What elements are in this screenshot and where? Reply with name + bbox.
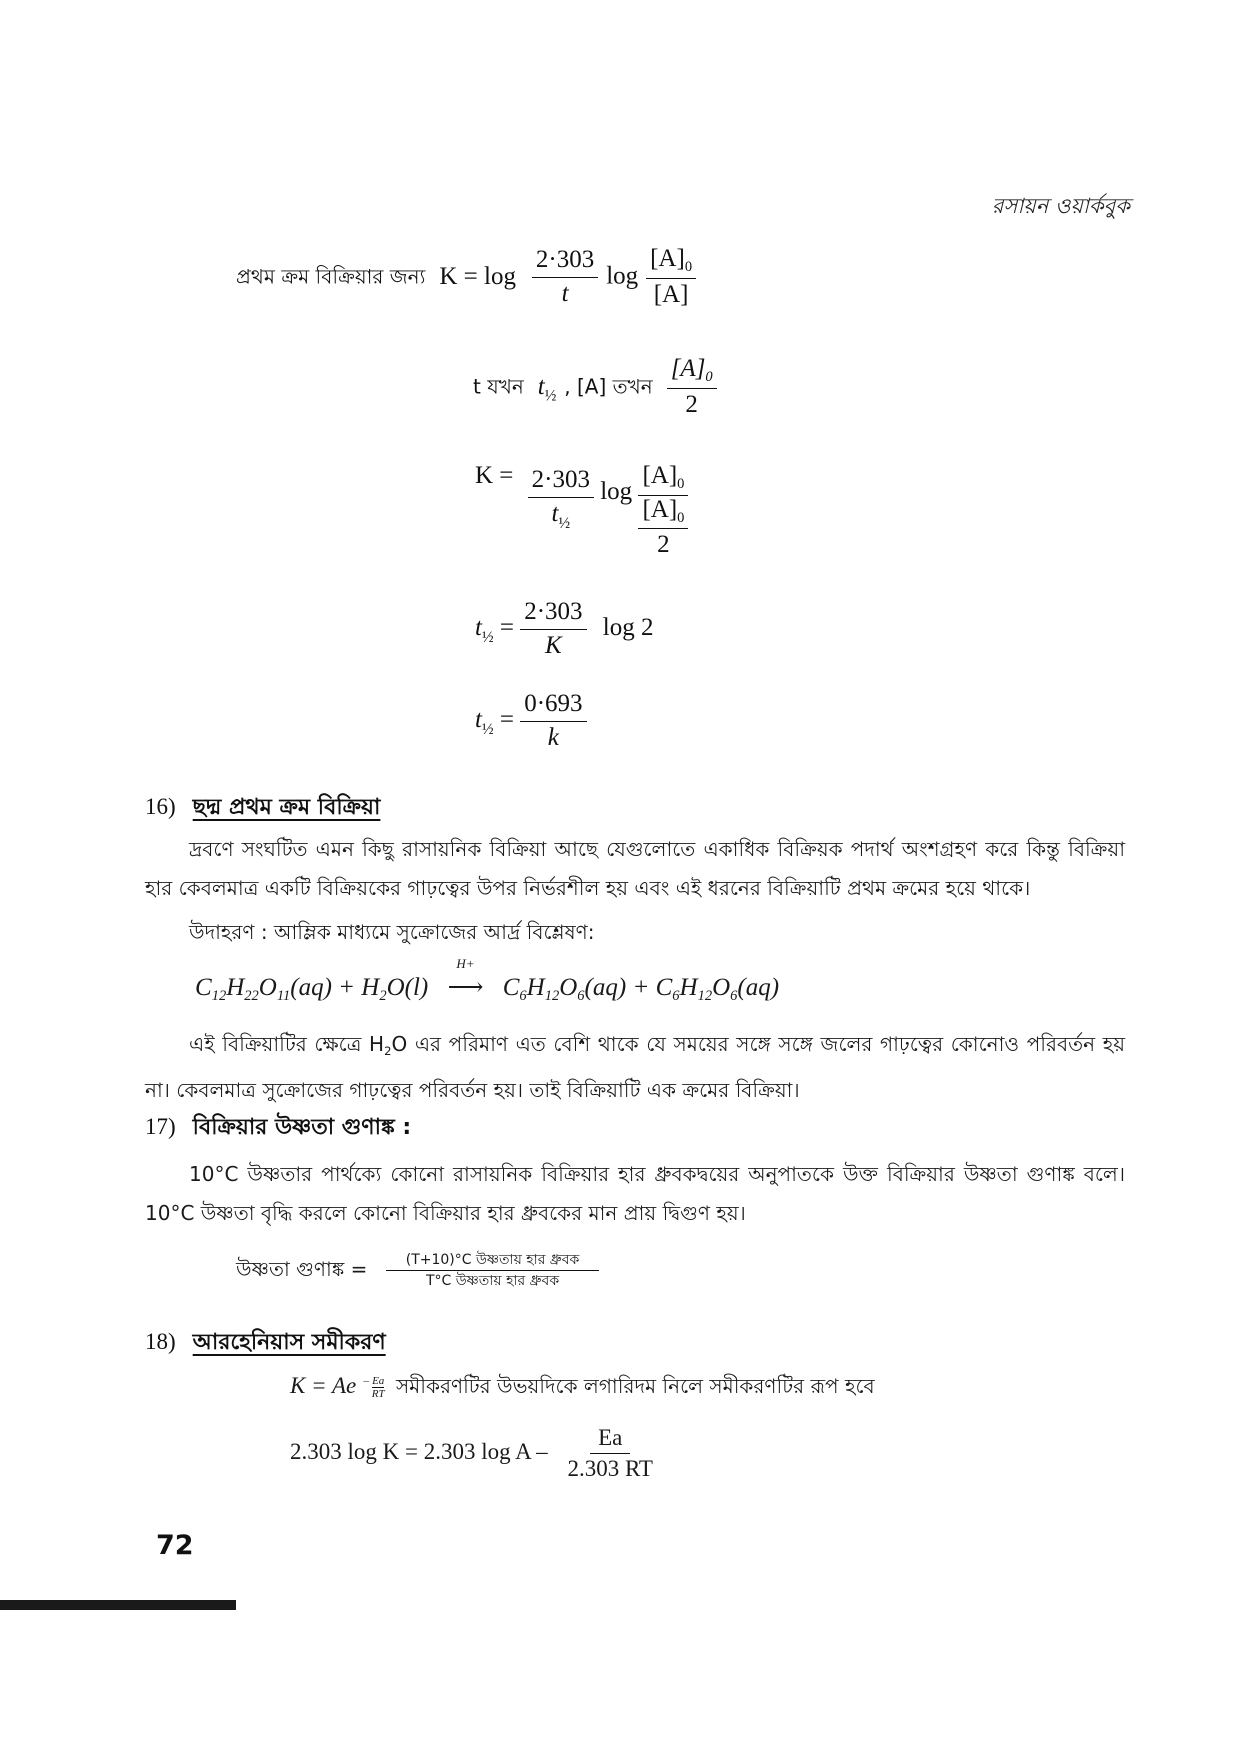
numerator: (T+10)°C উষ্ণতায় হার ধ্রুবক: [386, 1252, 600, 1271]
section-title: আরহেনিয়াস সমীকরণ: [192, 1330, 386, 1355]
equals-sign: =: [499, 705, 514, 733]
equation-lhs: K = log: [439, 262, 516, 290]
subscript: 0: [705, 369, 713, 386]
paragraph-text-a: এই বিক্রিয়াটির ক্ষেত্রে H: [189, 1032, 385, 1056]
numerator: Ea: [590, 1425, 630, 1454]
fraction: [520, 598, 586, 661]
equation-explanation: সমীকরণটির উভয়দিকে লগারিদম নিলে সমীকরণটির রূপ হবে: [395, 1374, 875, 1398]
fraction: [563, 1425, 657, 1483]
section-heading-16: [145, 790, 380, 827]
reaction-products: $C_6H_{12}O_6(aq) + C_6H_{12}O_6(aq)$: [502, 974, 780, 1005]
equation-k-half: [475, 462, 688, 560]
paragraph-text: দ্রবণে সংঘটিত এমন কিছু রাসায়নিক বিক্রিয়া আছে যেগুলোতে একাধিক বিক্রিয়ক পদার্থ অংশগ্রহণ করে কিন্তু বিক্রিয়া হার কেবলমাত্র একটি বিক্রিয়কের গাঢ়ত্বের উপর নির্ভরশীল হয় এবং এই ধরনের বিক্রিয়াটি প্রথম ক্রমের হয়ে থাকে।: [145, 837, 1125, 900]
exponent: – $\frac{Ea}{RT}$: [363, 1375, 385, 1400]
concentration-fraction: [646, 245, 696, 309]
equation-label: প্রথম ক্রম বিক্রিয়ার জন্য: [236, 264, 426, 289]
equation-first-order-rate: [236, 245, 696, 309]
subscript: 2: [384, 1044, 392, 1059]
condition-mid: , [A] তখন: [564, 374, 653, 399]
log-term: log: [600, 478, 633, 505]
paragraph-pseudo-first-order: [145, 830, 1125, 908]
arrhenius-log-equation: [290, 1425, 657, 1483]
numerator: [A]: [670, 355, 706, 382]
denominator: T°C উষ্ণতায় হার ধ্রুবক: [425, 1273, 560, 1290]
equation-base: K = Ae: [290, 1373, 357, 1398]
fraction: [532, 246, 598, 309]
numerator: [A]: [642, 495, 678, 523]
paragraph-water-excess: [145, 1025, 1125, 1110]
subscript: 0: [684, 259, 693, 276]
paragraph-text-b: O এর পরিমাণ এত বেশি থাকে যে সময়ের সঙ্গে সঙ্গে জলের গাঢ়ত্বের কোনোও পরিবর্তন হয় না। কেবলমাত্র সুক্রোজের গাঢ়ত্বের পরিবর্তন হয়। তাই বিক্রিয়াটি এক ক্রমের বিক্রিয়া।: [145, 1032, 1126, 1103]
half-subscript: ½: [544, 387, 557, 405]
inner-fraction: [638, 496, 688, 560]
paragraph-text: 10°C উষ্ণতার পার্থক্যে কোনো রাসায়নিক বিক্রিয়ার হার ধ্রুবকদ্বয়ের অনুপাতকে উক্ত বিক্রিয়ার উষ্ণতা গুণাঙ্ক বলে। 10°C উষ্ণতা বৃদ্ধি করলে কোনো বিক্রিয়ার হার ধ্রুবকের মান প্রায় দ্বিগুণ হয়।: [145, 1162, 1125, 1225]
numerator: 2·303: [520, 598, 586, 630]
fraction: [386, 1252, 600, 1289]
log-term: log 2: [602, 613, 654, 641]
denominator: t: [561, 279, 569, 307]
denominator: k: [547, 723, 559, 751]
reaction-arrow: H+ ⟶: [447, 956, 484, 1001]
subscript: 0: [677, 476, 685, 493]
section-number: 16): [145, 794, 176, 819]
fraction: [520, 690, 586, 753]
denominator: [A]: [653, 280, 689, 308]
equals-sign: =: [499, 613, 514, 641]
t-symbol: t: [475, 705, 482, 733]
exponent-numerator: Ea: [372, 1375, 385, 1387]
t-symbol: t: [551, 499, 559, 527]
half-subscript: ½: [558, 514, 571, 532]
half-subscript: ½: [481, 720, 494, 738]
temperature-coefficient-formula: [236, 1252, 599, 1289]
equation-half-life-value: [475, 690, 587, 753]
subscript: 0: [677, 509, 685, 526]
denominator: 2.303 RT: [567, 1456, 653, 1482]
reaction-reactants: $C_{12}H_{22}O_{11}(aq) + H_2O(l)$: [195, 974, 429, 1005]
arrhenius-equation-line: [290, 1372, 875, 1405]
equation-lhs: 2.303 log K = 2.303 log A –: [290, 1439, 548, 1465]
formula-label: উষ্ণতা গুণাঙ্ক =: [236, 1257, 368, 1282]
running-header: রসায়ন ওয়ার্কবুক: [991, 194, 1130, 218]
denominator: 2: [657, 531, 670, 559]
section-title: ছদ্ম প্রথম ক্রম বিক্রিয়া: [192, 795, 381, 820]
numerator: 0·693: [520, 690, 586, 722]
nested-fraction: [638, 462, 688, 560]
log-term: log: [606, 262, 639, 290]
t-symbol: t: [537, 372, 545, 400]
footer-bar: [0, 1600, 236, 1610]
t-symbol: t: [475, 613, 482, 641]
denominator: K: [545, 631, 562, 659]
half-subscript: ½: [481, 628, 494, 646]
numerator: 2·303: [532, 246, 598, 278]
section-number: 17): [145, 1114, 176, 1139]
section-title: বিক্রিয়ার উষ্ণতা গুণাঙ্ক :: [192, 1115, 412, 1140]
equation-half-life-log: [475, 598, 653, 661]
section-heading-17: [145, 1110, 411, 1147]
paragraph-temperature-coefficient: [145, 1155, 1125, 1233]
section-number: 18): [145, 1329, 176, 1354]
section-heading-18: [145, 1325, 386, 1362]
exponent-denominator: RT: [371, 1388, 385, 1400]
reaction-equation: [195, 956, 780, 1005]
numerator: [A]: [650, 245, 685, 272]
numerator: [A]: [642, 462, 678, 489]
fraction: [667, 355, 717, 419]
denominator: 2: [685, 390, 698, 418]
numerator: 2·303: [528, 466, 594, 498]
page-number: 72: [156, 1530, 194, 1561]
equation-half-life-condition: [473, 355, 717, 419]
example-line: উদাহরণ : আম্লিক মাধ্যমে সুক্রোজের আর্দ্র বিশ্লেষণ:: [189, 920, 595, 944]
catalyst-label: H+: [456, 956, 475, 971]
condition-text: t যখন: [473, 374, 524, 399]
equation-lhs: K =: [475, 462, 514, 489]
fraction: [528, 466, 594, 533]
